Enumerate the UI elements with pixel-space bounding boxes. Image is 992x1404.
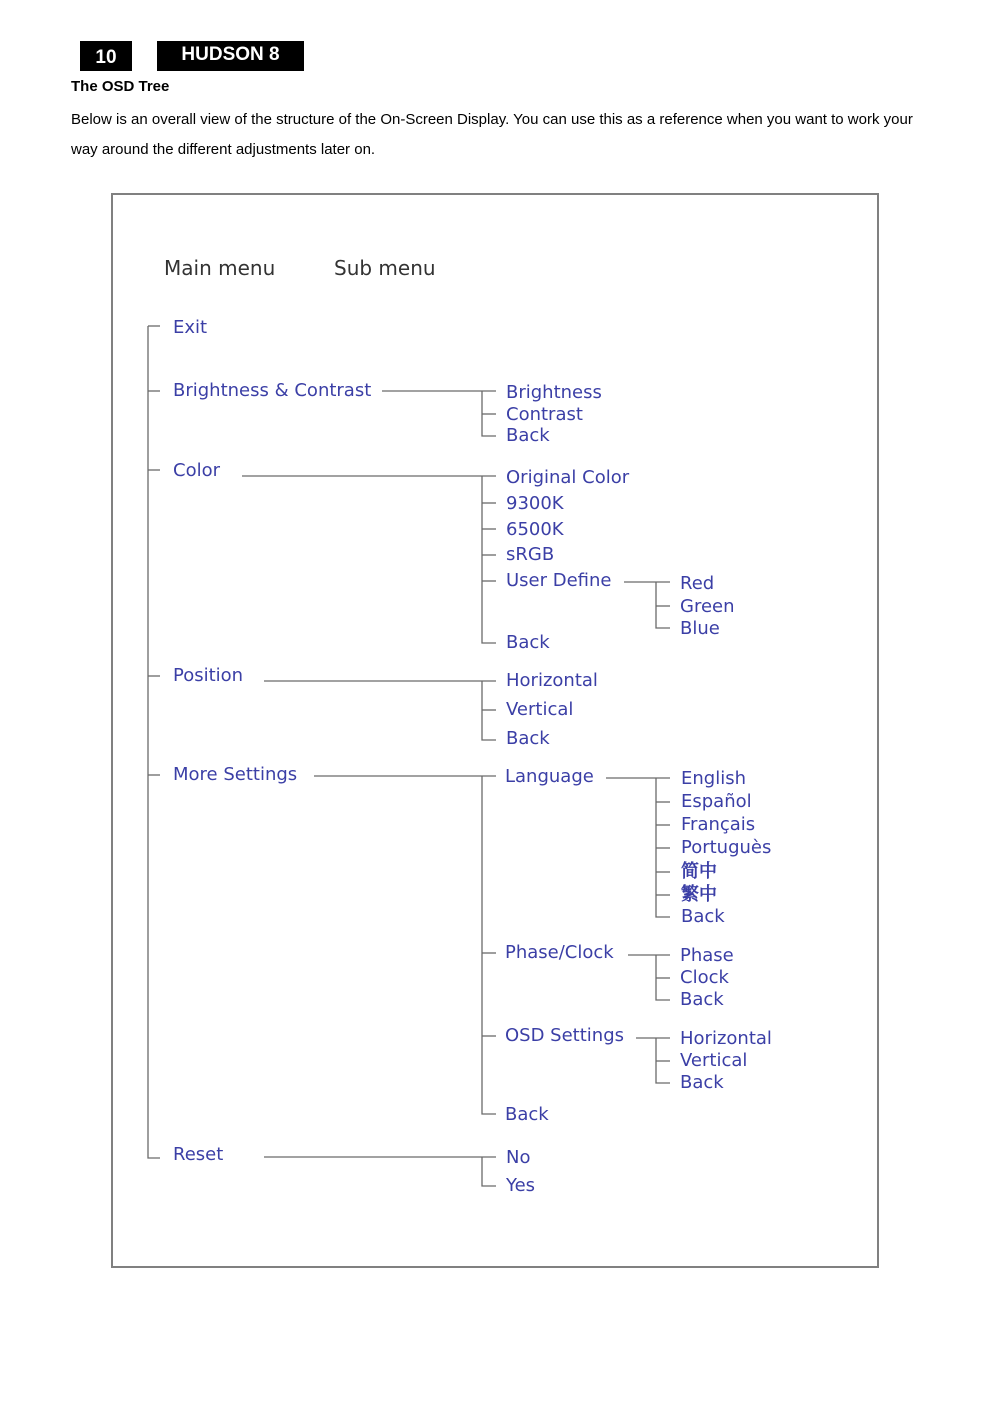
sub-item-phase: Phase <box>680 945 734 966</box>
model-name-badge: HUDSON 8 <box>157 41 304 71</box>
lang-item-simplified-chinese: 简中 <box>681 861 717 882</box>
sub-item-back: Back <box>506 425 550 446</box>
main-item-exit: Exit <box>173 317 208 338</box>
lang-item-english: English <box>681 768 746 789</box>
sub-item-brightness: Brightness <box>506 382 602 403</box>
sub-item-language: Language <box>505 766 594 787</box>
sub-item-back: Back <box>505 1104 549 1125</box>
sub-item-back: Back <box>506 728 550 749</box>
sub-item-phase-clock: Phase/Clock <box>505 942 614 963</box>
lang-item-espanol: Español <box>681 791 752 812</box>
sub-item-horizontal: Horizontal <box>506 670 598 691</box>
lang-item-francais: Français <box>681 814 756 835</box>
main-item-color: Color <box>173 460 220 481</box>
lang-item-traditional-chinese: 繁中 <box>681 884 717 905</box>
sub-item-clock: Clock <box>680 967 729 988</box>
main-item-reset: Reset <box>173 1144 224 1165</box>
osd-tree-frame <box>111 193 879 1268</box>
main-menu-heading: Main menu <box>164 256 276 280</box>
sub-item-red: Red <box>680 573 715 594</box>
sub-item-back: Back <box>506 632 550 653</box>
sub-item-6500k: 6500K <box>506 519 564 540</box>
lang-item-back: Back <box>681 906 725 927</box>
main-item-more-settings: More Settings <box>173 764 298 785</box>
sub-item-green: Green <box>680 596 735 617</box>
sub-item-osd-settings: OSD Settings <box>505 1025 625 1046</box>
main-item-position: Position <box>173 665 244 686</box>
sub-item-9300k: 9300K <box>506 493 564 514</box>
sub-item-srgb: sRGB <box>506 544 555 565</box>
main-item-brightness-contrast: Brightness & Contrast <box>173 380 372 401</box>
sub-item-original-color: Original Color <box>506 467 630 488</box>
sub-item-contrast: Contrast <box>506 404 583 425</box>
osd-item-vertical: Vertical <box>680 1050 748 1071</box>
section-title: The OSD Tree <box>71 78 170 95</box>
sub-item-vertical: Vertical <box>506 699 574 720</box>
sub-menu-heading: Sub menu <box>334 256 436 280</box>
osd-item-horizontal: Horizontal <box>680 1028 772 1049</box>
sub-item-user-define: User Define <box>506 570 612 591</box>
sub-item-yes: Yes <box>506 1175 536 1196</box>
lang-item-portugues: Portuguès <box>681 837 772 858</box>
page-number-badge: 10 <box>80 41 132 71</box>
intro-paragraph: Below is an overall view of the structure of the On-Screen Display. You can use this as a reference when you want to work your way around the different adjustments later on. <box>71 111 913 158</box>
osd-item-back: Back <box>680 1072 724 1093</box>
sub-item-back: Back <box>680 989 724 1010</box>
sub-item-blue: Blue <box>680 618 720 639</box>
sub-item-no: No <box>506 1147 531 1168</box>
